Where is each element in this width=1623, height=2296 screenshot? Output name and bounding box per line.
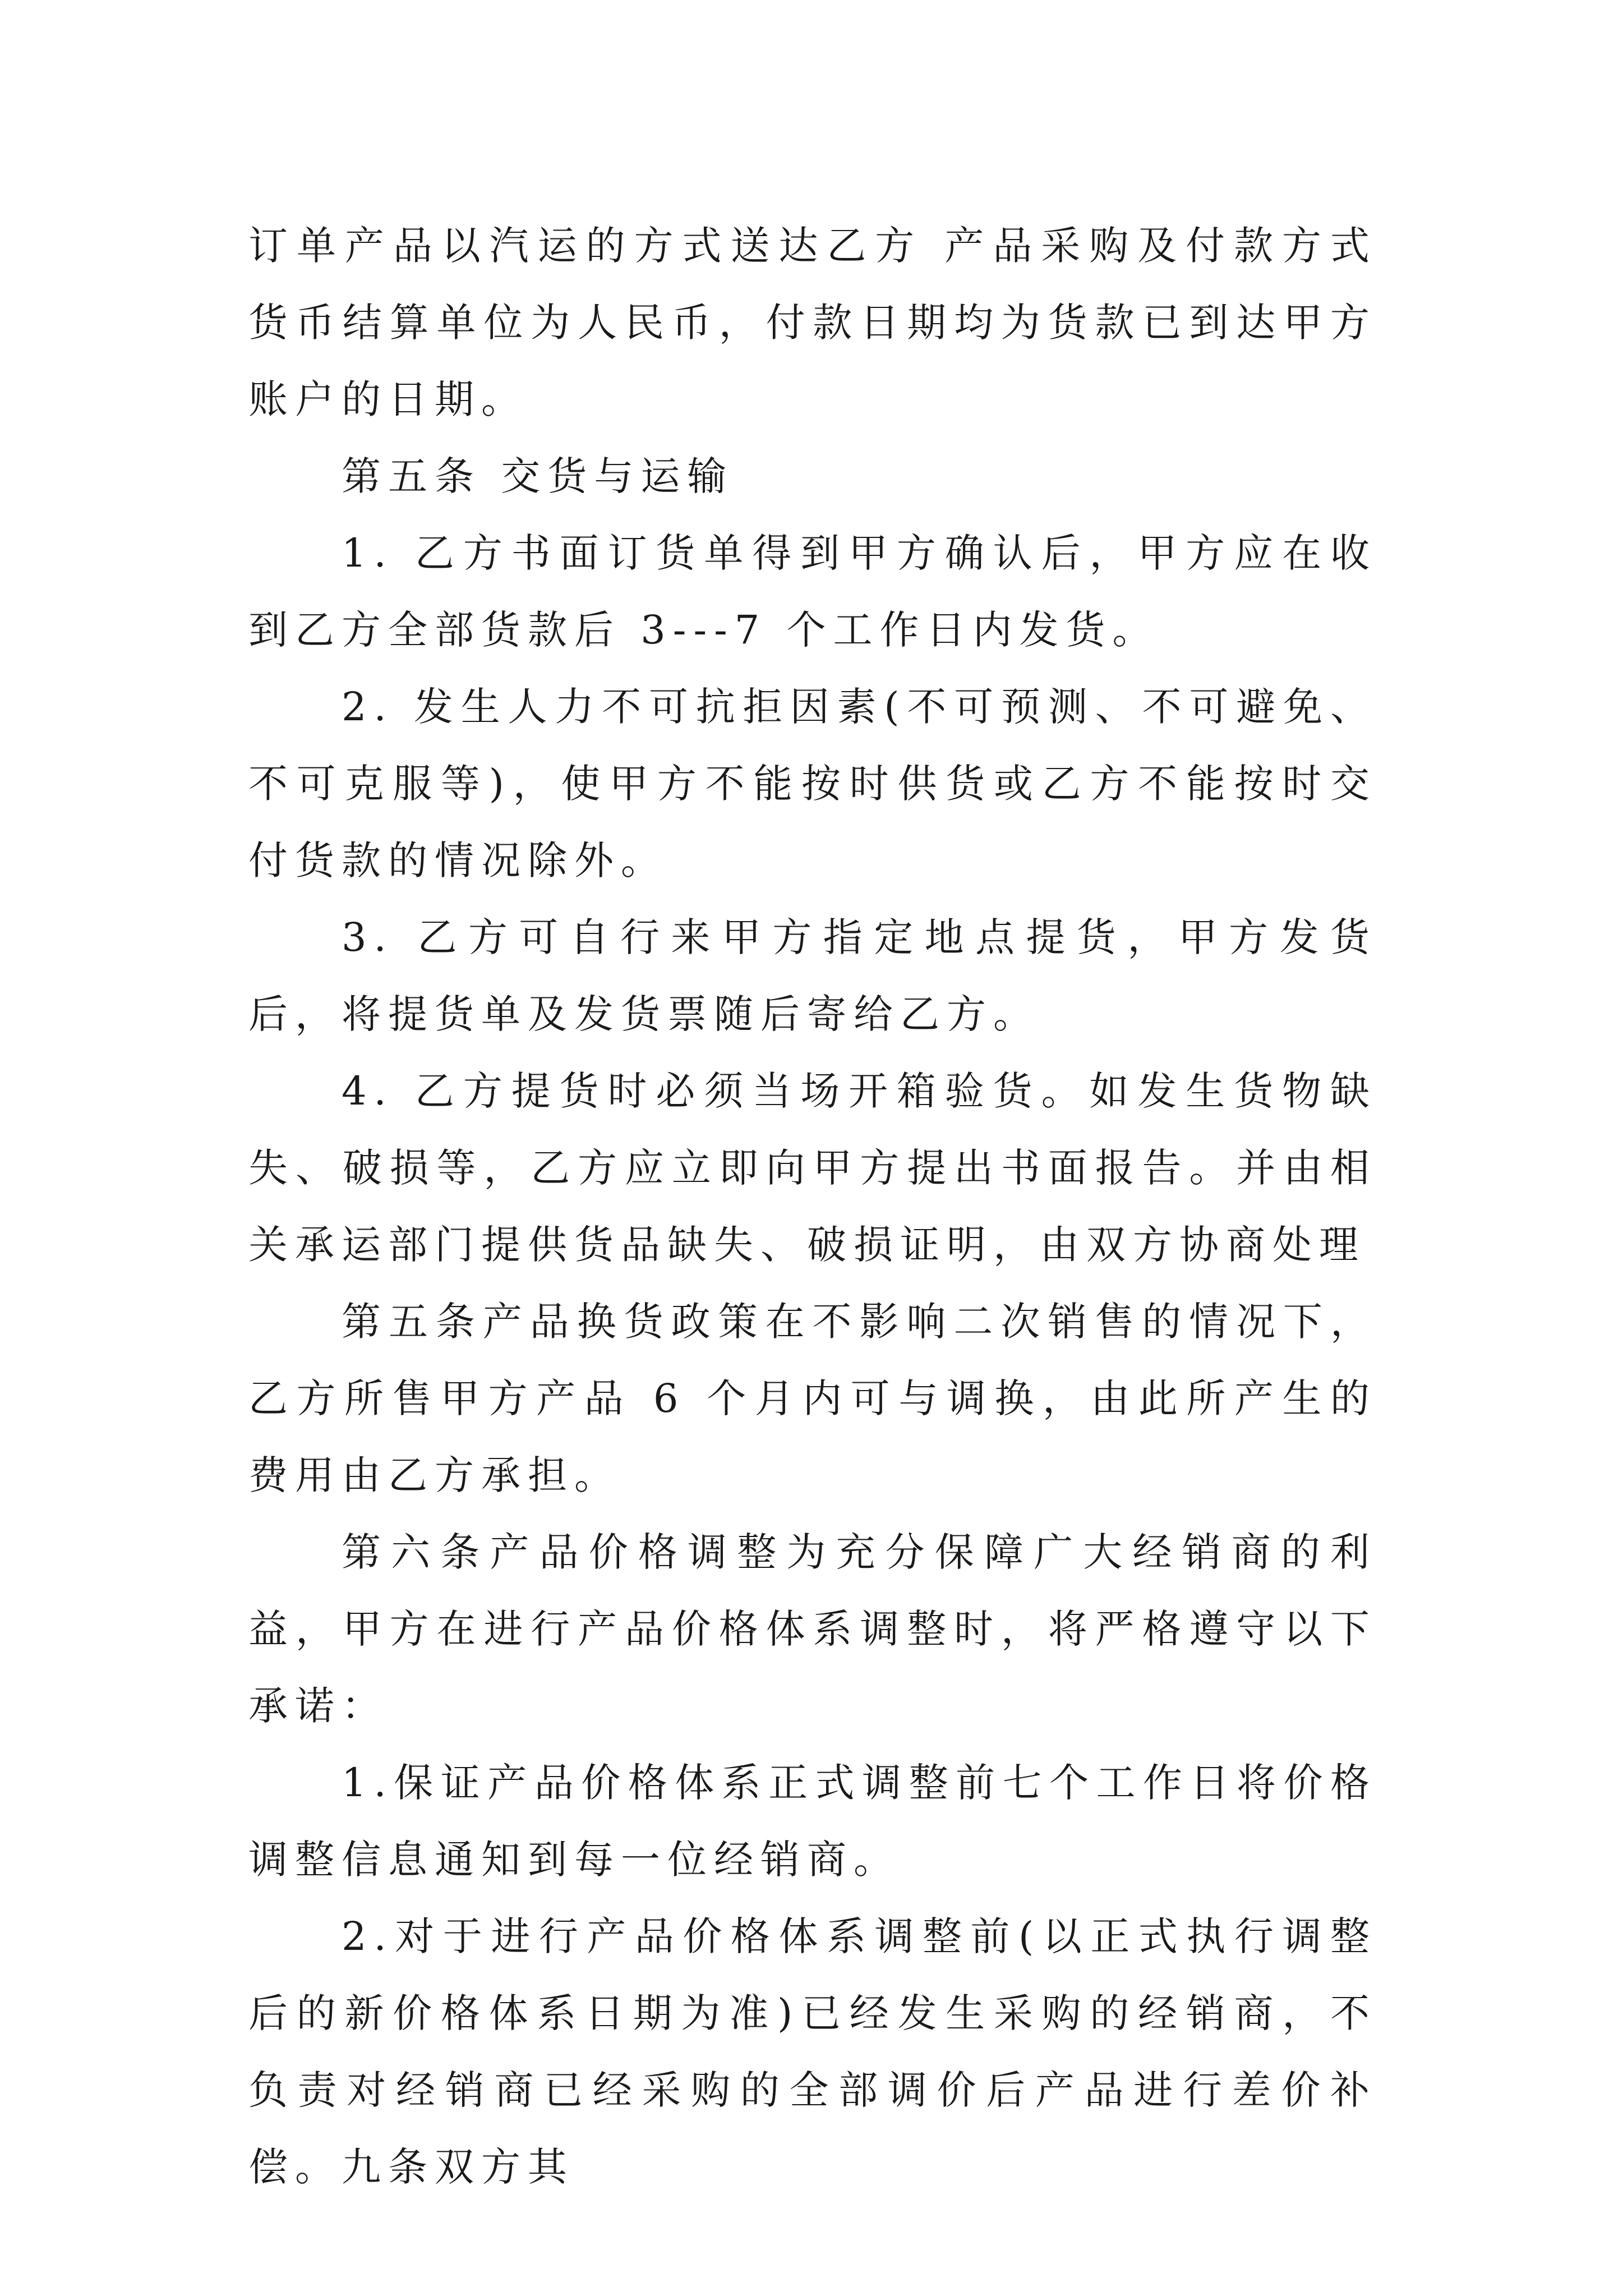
paragraph-delivery-payment: 订单产品以汽运的方式送达乙方 产品采购及付款方式货币结算单位为人民币，付款日期均为货款已到达甲方账户的日期。 [248, 223, 1377, 422]
article-5-clause-3: 3. 乙方可自行来甲方指定地点提货，甲方发货后，将提货单及发货票随后寄给乙方。 [248, 914, 1377, 1037]
paragraph-price-adjustment: 第六条产品价格调整为充分保障广大经销商的利益，甲方在进行产品价格体系调整时，将严格遵守以下承诺： [248, 1529, 1377, 1729]
article-5-heading: 第五条 交货与运输 [342, 453, 734, 499]
paragraph-exchange-policy: 第五条产品换货政策在不影响二次销售的情况下，乙方所售甲方产品 6 个月内可与调换，由此所产生的费用由乙方承担。 [248, 1299, 1377, 1498]
article-5-clause-1: 1. 乙方书面订货单得到甲方确认后，甲方应在收到乙方全部货款后 3---7 个工作日内发货。 [248, 530, 1377, 653]
article-5-clause-2: 2. 发生人力不可抗拒因素(不可预测、不可避免、不可克服等)，使甲方不能按时供货或乙方不能按时交付货款的情况除外。 [248, 684, 1377, 884]
document-body [248, 208, 1377, 2206]
article-5-clause-4: 4. 乙方提货时必须当场开箱验货。如发生货物缺失、破损等，乙方应立即向甲方提出书面报告。并由相关承运部门提供货品缺失、破损证明，由双方协商处理 [248, 1068, 1377, 1268]
price-adjustment-clause-2: 2.对于进行产品价格体系调整前(以正式执行调整后的新价格体系日期为准)已经发生采购的经销商，不负责对经销商已经采购的全部调价后产品进行差价补偿。九条双方其 [248, 1913, 1377, 2190]
price-adjustment-clause-1: 1.保证产品价格体系正式调整前七个工作日将价格调整信息通知到每一位经销商。 [248, 1760, 1377, 1883]
